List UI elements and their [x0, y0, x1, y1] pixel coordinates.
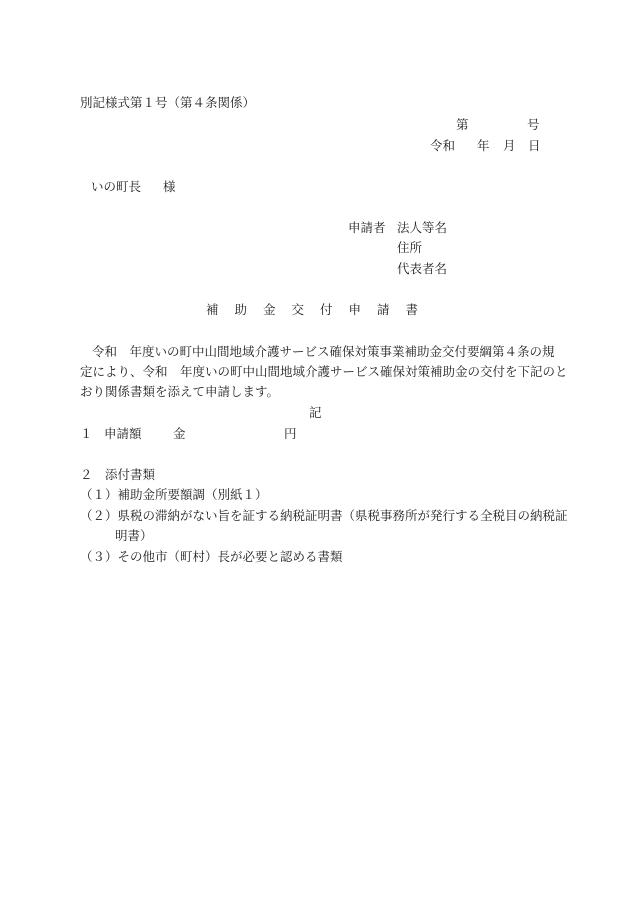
doc-number-dai: 第 [456, 117, 469, 132]
form-reference: 別記様式第１号（第４条関係） [80, 95, 256, 110]
date-era: 令和 [430, 138, 456, 153]
ki-marker: 記 [309, 405, 322, 420]
body-line-2: 定により、令和 年度いの町中山間地域介護サービス確保対策補助金の交付を下記のと [80, 364, 568, 379]
item2-sub2-line2: 明書） [115, 528, 153, 543]
item1-label: 申請額 [104, 426, 142, 441]
item2-sub1: （１）補助金所要額調（別紙１） [80, 487, 268, 502]
document-title: 補助金交付申請書 [206, 302, 435, 317]
item2-sub3: （３）その他市（町村）長が必要と認める書類 [80, 549, 343, 564]
addressee-name: いの町長 [91, 179, 142, 194]
item2-heading: ２ 添付書類 [80, 467, 156, 482]
applicant-address: 住所 [397, 240, 423, 255]
item1-kin: 金 [173, 426, 186, 441]
applicant-corp-name: 法人等名 [397, 220, 448, 235]
body-line-1: 令和 年度いの町中山間地域介護サービス確保対策事業補助金交付要綱第４条の規 [92, 344, 555, 359]
date-year: 年 [477, 138, 490, 153]
applicant-label: 申請者 [348, 220, 386, 235]
addressee-honorific: 様 [163, 179, 176, 194]
date-day: 日 [528, 138, 541, 153]
applicant-representative: 代表者名 [397, 261, 448, 276]
date-month: 月 [503, 138, 516, 153]
doc-number-go: 号 [527, 117, 540, 132]
item2-sub2-line1: （２）県税の滞納がない旨を証する納税証明書（県税事務所が発行する全税目の納税証 [80, 508, 568, 523]
item1-number: １ [80, 426, 93, 441]
item1-yen: 円 [284, 426, 297, 441]
body-line-3: おり関係書類を添えて申請します。 [80, 384, 280, 399]
